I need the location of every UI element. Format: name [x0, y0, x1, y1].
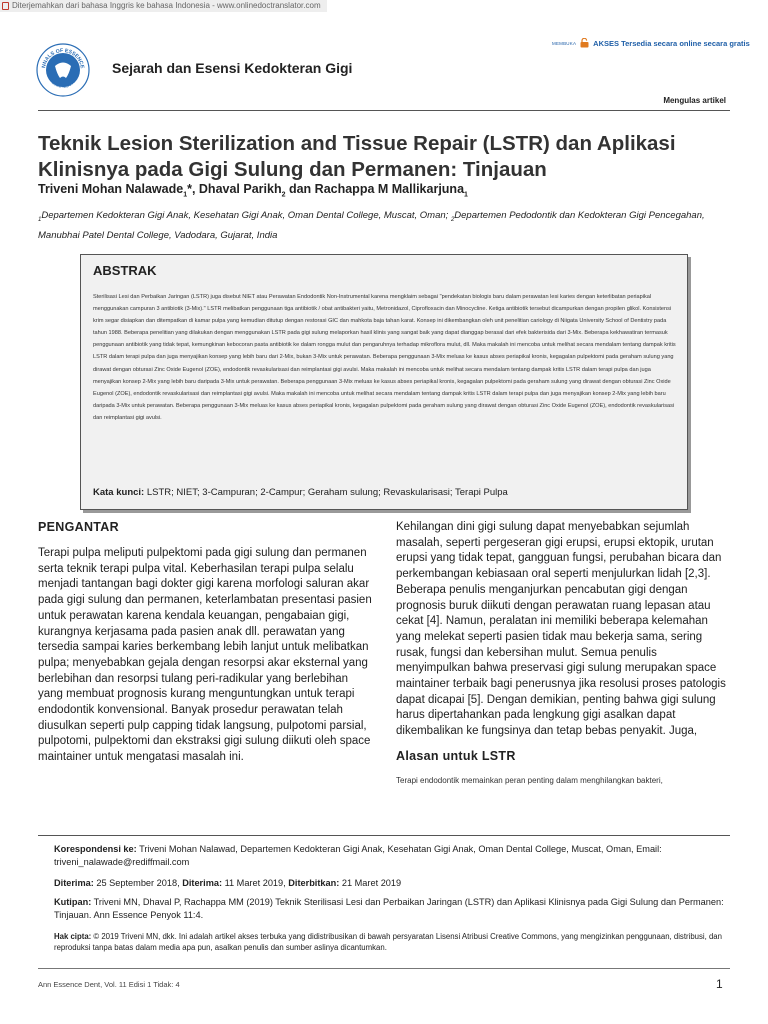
header-rule [38, 110, 730, 111]
received-label: Diterima: [54, 878, 94, 888]
footnote-rule [38, 835, 730, 836]
keywords [93, 487, 508, 498]
left-column [38, 520, 373, 766]
author-name: Dhaval Parikh [198, 182, 282, 196]
banner-text: Diterjemahkan dari bahasa Inggris ke bahasa Indonesia - www.onlinedoctranslator.com [12, 1, 321, 10]
section-heading-reason: Alasan untuk LSTR [396, 748, 516, 763]
document-icon [2, 2, 9, 10]
author-affil-mark: 1 [464, 191, 468, 199]
section-heading-intro: PENGANTAR [38, 520, 119, 534]
affil-number: 1 [38, 216, 42, 223]
correspondence-label: Korespondensi ke: [54, 844, 137, 854]
article-title: Teknik Lesion Sterilization and Tissue Repair (LSTR) dan Aplikasi Klinisnya pada Gigi Sulung dan Permanen: Tinjauan [38, 132, 676, 181]
journal-issue-info: Ann Essence Dent, Vol. 11 Edisi 1 Tidak: 4 [38, 980, 180, 989]
abstract-body: Sterilisasi Lesi dan Perbaikan Jaringan (LSTR) juga disebut NIET atau Perawatan Endodontik Non-Instrumental karena mengklaim sebagai "pendekatan biologis baru dalam perawatan lesi karies dengan keterlibatan periapikal menggunakan campuran 3 antibiotik (3-Mix)." LSTR melibatkan penggunaan tiga antibiotik / obat antibakteri yaitu, Metronidazol, Ciprofloxacin dan Minocycline. Ketiga antibiotik tersebut dicampurkan dengan propilen glikol. Konsistensi krim segar disiapkan dan ditempatkan di kamar pulpa yang kemudian ditutup dengan restorasi GIC dan mahkota baja tahan karat. Konsep ini dikembangkan oleh unit penelitian cariology di Niigata University School of Dentistry pada tahun 1988. Beberapa penelitian yang dilakukan dengan menggunakan LSTR pada gigi sulung melaporkan hasil klinis yang sangat baik yang dapat dianggap berasal dari efek bakterisida dari 3-Mix. Beberapa kekhawatiran termasuk penggunaan antibiotik yang tidak tepat, kemungkinan kebocoran pasta antibiotik ke dalam rongga mulut dan pengaruhnya terhadap mikroflora mulut, dll. Maka makalah ini mencoba untuk melihat secara mendalam tentang dampak kritis LSTR dalam terapi pulpa dan juga menyajikan konsep yang lebih baru dari 2-Mix, bukan 3-Mix untuk perawatan. Beberapa penggunaan 3-Mix meluas ke kasus abses periapikal kronis, kegagalan pulpektomi pada geraham sulung yang dirawat dengan obturasi Zinc Oxide Eugenol (ZOE), endodontik revaskularisasi dan reimplantasi gigi avulsi. Maka makalah ini mencoba untuk melihat secara mendalam tentang dampak kritis LSTR dalam terapi pulpa dan juga menyajikan konsep 2-Mix yang lebih baru daripada 3-Mix untuk perawatan. Beberapa penggunaan 3-Mix meluas ke kasus abses periapikal kronis, kegagalan pulpektomi pada geraham sulung yang dirawat dengan obturasi Zinc Oxide Eugenol (ZOE), endodontik revaskularisasi dan reimplantasi gigi avulsi. Maka makalah ini mencoba untuk melihat secara mendalam tentang dampak kritis LSTR dalam terapi pulpa dan juga menyajikan konsep 2-Mix yang lebih baru daripada 3-Mix untuk perawatan. Beberapa penggunaan 3-Mix meluas ke kasus abses periapikal kronis, kegagalan pulpektomi pada geraham sulung yang dirawat dengan obturasi Zinc Oxide Eugenol (ZOE), endodontik revaskularisasi dan reimplantasi gigi avulsi. [93, 294, 676, 421]
correspondence-text: Triveni Mohan Nalawad, Departemen Kedokteran Gigi Anak, Kesehatan Gigi Anak, Oman Dental College, Muscat, Oman, Email: triveni_nalawade@rediffmail.com [54, 844, 662, 867]
intro-paragraph: Terapi pulpa meliputi pulpektomi pada gigi sulung dan permanen serta teknik terapi pulpa vital. Keberhasilan terapi pulpa selalu menjadi tantangan bagi dokter gigi karena morfologi saluran akar pada gigi sulung dan permanen, keterlambatan presentasi pasien untuk perawatan karena kendala keuangan, pengabaian gigi, kurangnya kerjasama pada pasien anak dll. perawatan yang tersedia sampai karies berkembang lebih lanjut untuk melibatkan pulpa; menyebabkan gejala dengan resorpsi akar eksternal yang berlebihan dan resorpsi tulang peri-radikular yang berlebihan yang membuat prognosis kurang menguntungkan untuk terapi endodontik konvensional. Banyak prosedur perawatan telah diusulkan seperti pulp capping tidak langsung, pulpotomi parsial, pulpotomi, pulpektomi dan ekstraksi gigi sulung diikuti oleh space maintainer untuk mengatasi masalah ini. [38, 547, 372, 764]
journal-logo [36, 43, 90, 97]
intro-paragraph-continued: Kehilangan dini gigi sulung dapat menyebabkan sejumlah masalah, seperti pergeseran gigi erupsi, erupsi ektopik, urutan erupsi yang tidak tepat, gangguan fungsi, perubahan bicara dan perkembangan kebiasaan oral seperti menjulurkan lidah [2,3]. Beberapa penulis menganjurkan pencabutan gigi dengan prognosis buruk diikuti dengan perawatan ruang lepasan atau cekat [4]. Namun, peralatan ini memiliki beberapa kelemahan yang melekat seperti pasien tidak mau bekerja sama, sering rusak, fungsi dan kebersihan mulut. Semua penulis menyimpulkan bahwa preservasi gigi sulung merupakan space maintainer terbaik bagi penerusnya jika resolusi proses patologis dapat dicapai [5]. Dengan demikian, penting bahwa gigi sulung harus dipertahankan pada lengkung gigi asalkan dapat dikembalikan ke fungsinya dan tetap bebas penyakit. Juga, [396, 521, 726, 738]
abstract-box [80, 254, 688, 510]
author-list [38, 182, 468, 199]
affiliation: Departemen Pedodontik dan Kedokteran Gigi Pencegahan, Manubhai Patel Dental College, Vadodara, Gujarat, India [38, 210, 705, 241]
translator-banner[interactable] [0, 0, 327, 12]
author-name: Triveni Mohan Nalawade [38, 182, 184, 196]
reason-paragraph: Terapi endodontik memainkan peran penting dalam menghilangkan bakteri, [396, 775, 663, 785]
copyright [54, 931, 730, 953]
keywords-label: Kata kunci: [93, 487, 145, 498]
author-affil-mark: 1 [183, 191, 188, 199]
article-dates [54, 877, 730, 890]
abstract-heading: ABSTRAK [93, 263, 157, 278]
copyright-label: Hak cipta: [54, 932, 92, 941]
open-access-text: AKSES Tersedia secara online secara gratis [593, 38, 750, 48]
affiliations [38, 208, 734, 244]
citation-text: Triveni MN, Dhaval P, Rachappa MM (2019) Teknik Sterilisasi Lesi dan Perbaikan Jaringan (LSTR) dan Aplikasi Klinisnya pada Gigi Sulung dan Permanen: Tinjauan. Ann Essence Penyok 11:4. [54, 897, 724, 920]
article-type: Mengulas artikel [663, 96, 726, 105]
logo-top-text: NNALS OF ESSENCE [41, 47, 85, 69]
author-affil-mark: 2 [281, 191, 286, 199]
accepted-label: Diterima: [182, 878, 223, 888]
page-number: 1 [716, 977, 723, 991]
corresponding-mark: *, [187, 182, 199, 196]
citation [54, 896, 730, 921]
received-date: 25 September 2018, [93, 878, 183, 888]
affiliation: Departemen Kedokteran Gigi Anak, Kesehatan Gigi Anak, Oman Dental College, Muscat, Oman; [41, 210, 451, 221]
open-access-badge [552, 38, 750, 48]
citation-label: Kutipan: [54, 897, 92, 907]
keywords-list: LSTR; NIET; 3-Campuran; 2-Campur; Geraham sulung; Revaskularisasi; Terapi Pulpa [144, 487, 508, 498]
right-column [396, 520, 734, 787]
copyright-text: © 2019 Triveni MN, dkk. Ini adalah artikel akses terbuka yang didistribusikan di bawah persyaratan Lisensi Atribusi Creative Commons, yang mengizinkan penggunaan, distribusi, dan reproduksi tanpa batas dalam media apa pun, asalkan penulis dan sumber aslinya dicantumkan. [54, 932, 722, 952]
correspondence [54, 843, 730, 868]
published-date: 21 Maret 2019 [339, 878, 402, 888]
author-name: dan Rachappa M Mallikarjuna [285, 182, 465, 196]
open-lock-icon [580, 38, 589, 48]
open-access-small: MEMBUKA [552, 40, 577, 46]
accepted-date: 11 Maret 2019, [222, 878, 289, 888]
affil-number: 2 [450, 216, 455, 223]
journal-name: Sejarah dan Esensi Kedokteran Gigi [112, 60, 353, 76]
published-label: Diterbitkan: [288, 878, 340, 888]
logo-bottom-text: DENTAL SEJARAH [49, 78, 77, 90]
footer-rule [38, 968, 730, 969]
